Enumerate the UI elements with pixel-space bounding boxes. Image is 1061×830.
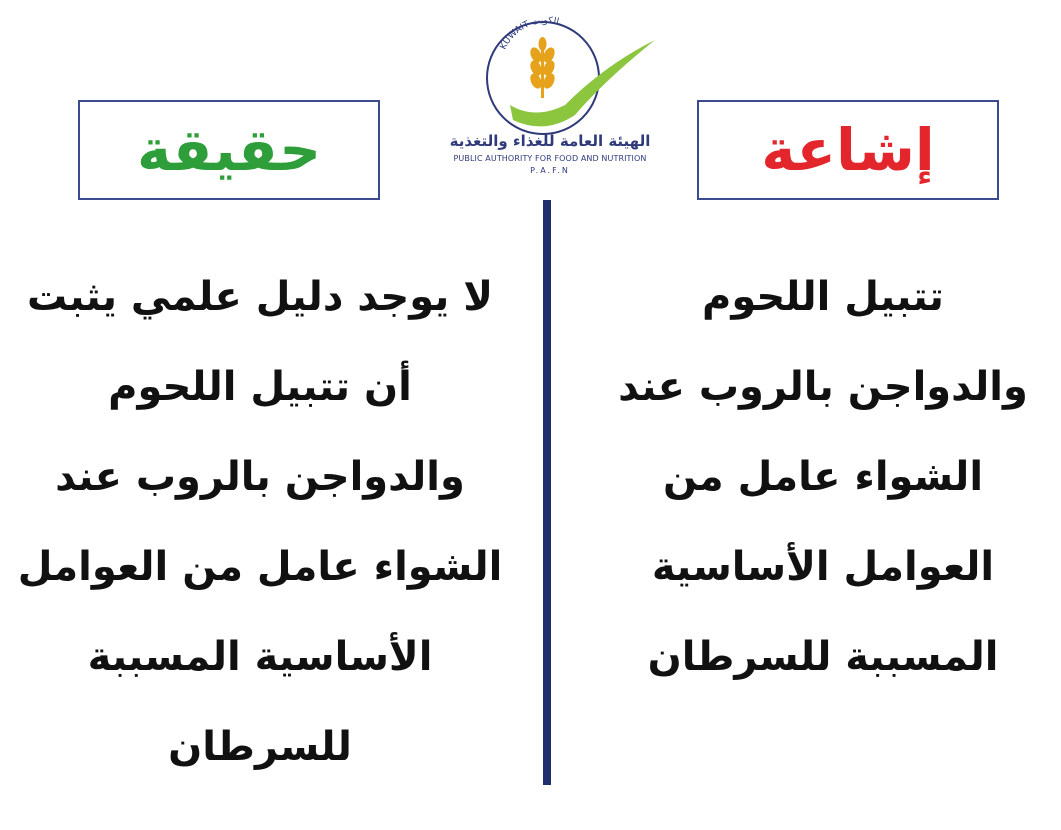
truth-text (0, 252, 520, 792)
wheat-spoon-logo-icon (435, 10, 665, 190)
truth-heading-box (78, 100, 380, 200)
logo-name-ar: الهيئة العامة للغذاء والتغذية (449, 132, 651, 150)
rumor-line: العوامل الأساسية (651, 544, 995, 590)
rumor-heading-box (697, 100, 999, 200)
rumor-text (585, 252, 1061, 702)
center-divider (543, 200, 551, 785)
rumor-line: الشواء عامل من (662, 454, 984, 500)
truth-line: لا يوجد دليل علمي يثبت (26, 274, 494, 320)
truth-line: والدواجن بالروب عند (55, 454, 465, 500)
truth-heading: حقيقة (136, 116, 322, 184)
truth-line: للسرطان (168, 724, 352, 770)
logo-abbr: P.A.F.N (530, 166, 570, 175)
rumor-line: المسببة للسرطان (647, 634, 999, 680)
truth-line: الشواء عامل من العوامل (17, 544, 503, 590)
rumor-line: تتبيل اللحوم (702, 274, 944, 320)
rumor-heading: إشاعة (761, 116, 935, 184)
truth-line: أن تتبيل اللحوم (108, 364, 412, 410)
truth-line: الأساسية المسببة (87, 634, 433, 680)
logo-arc-text: KUWAIT الكويت (498, 15, 560, 52)
pafn-logo (435, 10, 665, 190)
logo-name-en: PUBLIC AUTHORITY FOR FOOD AND NUTRITION (453, 154, 647, 163)
svg-text:KUWAIT الكويت (499, 16, 560, 52)
rumor-line: والدواجن بالروب عند (618, 364, 1028, 410)
